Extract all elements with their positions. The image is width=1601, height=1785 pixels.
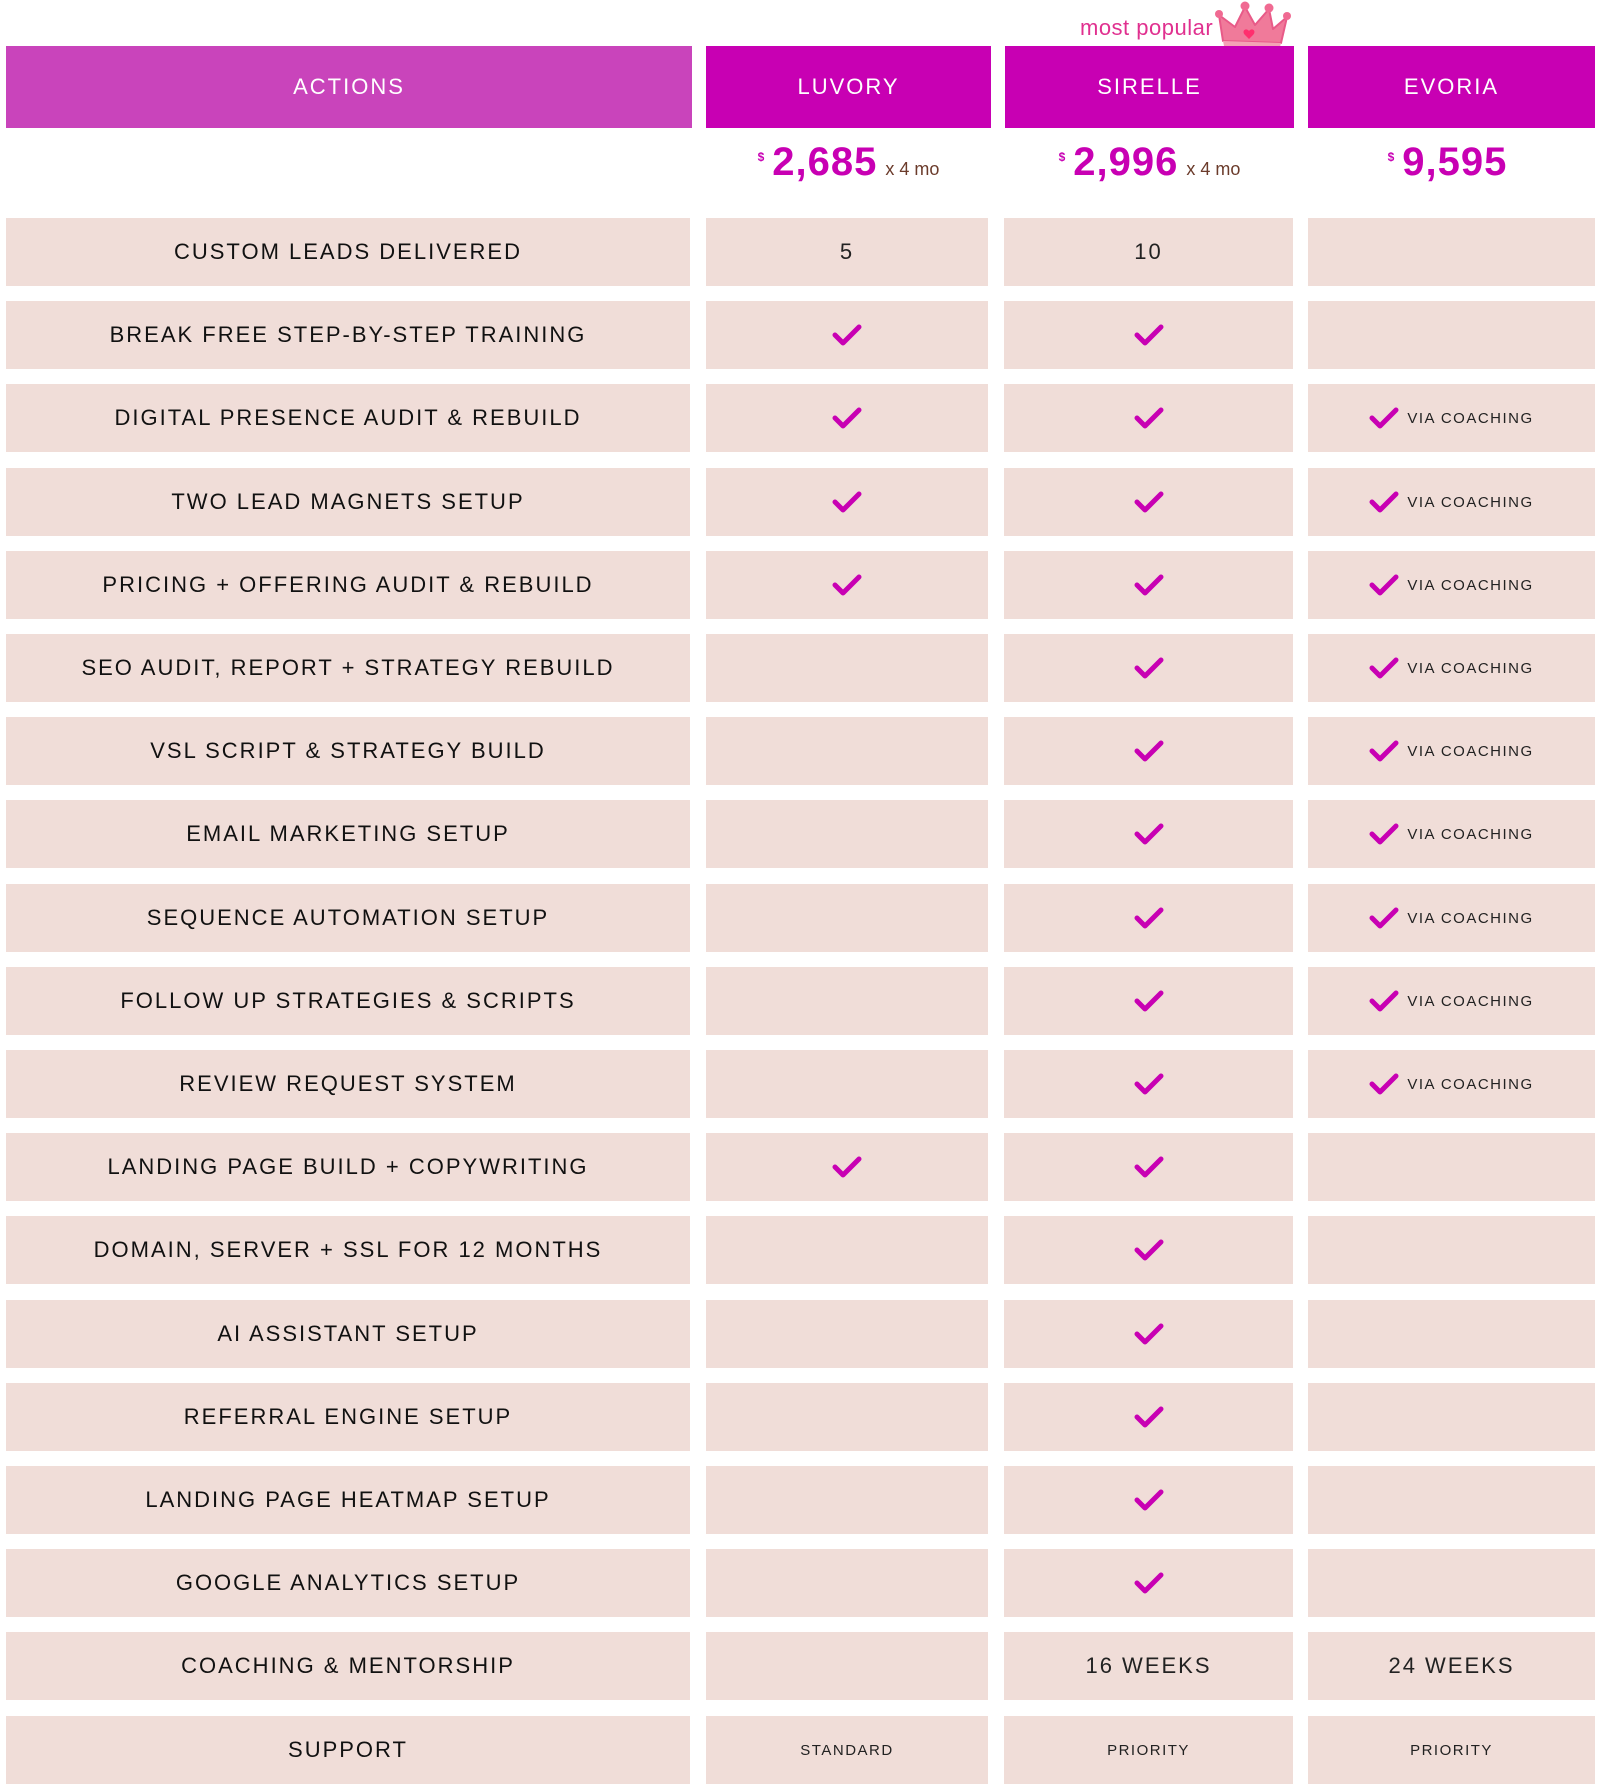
via-coaching-label: VIA COACHING	[1407, 992, 1534, 1010]
feature-label: DIGITAL PRESENCE AUDIT & REBUILD	[6, 384, 690, 452]
price-term: x 4 mo	[1186, 159, 1241, 179]
plan-cell-evoria	[1308, 1050, 1595, 1118]
plan-cell-sirelle	[1004, 1133, 1293, 1201]
most-popular-badge	[1080, 8, 1300, 48]
price-amount: 2,685	[772, 140, 878, 184]
feature-label: REFERRAL ENGINE SETUP	[6, 1383, 690, 1451]
check-icon	[1369, 989, 1399, 1013]
feature-label: BREAK FREE STEP-BY-STEP TRAINING	[6, 301, 690, 369]
via-coaching	[1369, 906, 1533, 930]
plan-cell-luvory	[706, 884, 988, 952]
crown-icon	[1215, 1, 1291, 49]
plan-cell-evoria	[1308, 301, 1595, 369]
check-icon	[1369, 490, 1399, 514]
price-luvory	[706, 140, 991, 210]
plan-cell-sirelle	[1004, 468, 1293, 536]
check-icon	[832, 1155, 862, 1179]
check-icon	[1134, 656, 1164, 680]
plan-cell-luvory	[706, 1549, 988, 1617]
check-icon	[1134, 739, 1164, 763]
plan-cell-evoria	[1308, 1216, 1595, 1284]
check-icon	[1134, 1238, 1164, 1262]
via-coaching-label: VIA COACHING	[1407, 909, 1534, 927]
plan-cell-evoria	[1308, 1716, 1595, 1784]
plan-cell-luvory	[706, 1716, 988, 1784]
plan-cell-sirelle	[1004, 1050, 1293, 1118]
plan-cell-sirelle	[1004, 1632, 1293, 1700]
check-icon	[1134, 1488, 1164, 1512]
feature-label: SEQUENCE AUTOMATION SETUP	[6, 884, 690, 952]
plan-cell-sirelle	[1004, 1466, 1293, 1534]
plan-cell-luvory	[706, 301, 988, 369]
check-icon	[1134, 1405, 1164, 1429]
feature-label: CUSTOM LEADS DELIVERED	[6, 218, 690, 286]
check-icon	[1369, 739, 1399, 763]
via-coaching-label: VIA COACHING	[1407, 409, 1534, 427]
feature-label: FOLLOW UP STRATEGIES & SCRIPTS	[6, 967, 690, 1035]
cell-value: 16 WEEKS	[1085, 1653, 1212, 1678]
support-level: PRIORITY	[1107, 1741, 1190, 1759]
feature-label: SEO AUDIT, REPORT + STRATEGY REBUILD	[6, 634, 690, 702]
plan-cell-sirelle	[1004, 1716, 1293, 1784]
plan-cell-sirelle	[1004, 384, 1293, 452]
feature-label: DOMAIN, SERVER + SSL FOR 12 MONTHS	[6, 1216, 690, 1284]
plan-cell-sirelle	[1004, 967, 1293, 1035]
currency-symbol: $	[1387, 150, 1395, 164]
plan-cell-luvory	[706, 1300, 988, 1368]
price-evoria	[1308, 140, 1595, 210]
check-icon	[1134, 573, 1164, 597]
check-icon	[1134, 1155, 1164, 1179]
via-coaching-label: VIA COACHING	[1407, 659, 1534, 677]
header-plan-luvory: LUVORY	[706, 46, 991, 128]
check-icon	[1134, 406, 1164, 430]
feature-label: EMAIL MARKETING SETUP	[6, 800, 690, 868]
price-term: x 4 mo	[885, 159, 940, 179]
support-level: PRIORITY	[1410, 1741, 1493, 1759]
currency-symbol: $	[1058, 150, 1066, 164]
support-level: STANDARD	[800, 1741, 894, 1759]
via-coaching-label: VIA COACHING	[1407, 1075, 1534, 1093]
header-plan-sirelle: SIRELLE	[1005, 46, 1294, 128]
plan-cell-sirelle	[1004, 1300, 1293, 1368]
via-coaching-label: VIA COACHING	[1407, 493, 1534, 511]
check-icon	[1134, 906, 1164, 930]
plan-cell-luvory	[706, 1383, 988, 1451]
check-icon	[1369, 822, 1399, 846]
plan-cell-evoria	[1308, 1383, 1595, 1451]
plan-cell-evoria	[1308, 884, 1595, 952]
cell-value: 5	[839, 239, 855, 264]
check-icon	[832, 573, 862, 597]
via-coaching	[1369, 573, 1533, 597]
via-coaching	[1369, 406, 1533, 430]
plan-cell-luvory	[706, 967, 988, 1035]
via-coaching	[1369, 490, 1533, 514]
plan-cell-sirelle	[1004, 884, 1293, 952]
feature-label: PRICING + OFFERING AUDIT & REBUILD	[6, 551, 690, 619]
plan-cell-luvory	[706, 800, 988, 868]
plan-cell-evoria	[1308, 1133, 1595, 1201]
currency-symbol: $	[757, 150, 765, 164]
header-plan-evoria: EVORIA	[1308, 46, 1595, 128]
plan-cell-evoria	[1308, 1549, 1595, 1617]
plan-cell-sirelle	[1004, 301, 1293, 369]
price-amount: 9,595	[1402, 140, 1508, 184]
plan-cell-luvory	[706, 218, 988, 286]
plan-cell-sirelle	[1004, 1549, 1293, 1617]
check-icon	[1134, 1322, 1164, 1346]
feature-label: LANDING PAGE BUILD + COPYWRITING	[6, 1133, 690, 1201]
check-icon	[1369, 406, 1399, 430]
plan-cell-luvory	[706, 468, 988, 536]
via-coaching	[1369, 739, 1533, 763]
via-coaching	[1369, 1072, 1533, 1096]
feature-label: SUPPORT	[6, 1716, 690, 1784]
header-actions: ACTIONS	[6, 46, 692, 128]
check-icon	[1134, 323, 1164, 347]
plan-cell-evoria	[1308, 967, 1595, 1035]
plan-cell-luvory	[706, 384, 988, 452]
check-icon	[1134, 822, 1164, 846]
plan-cell-sirelle	[1004, 634, 1293, 702]
plan-cell-evoria	[1308, 1466, 1595, 1534]
check-icon	[832, 406, 862, 430]
cell-value: 24 WEEKS	[1388, 1653, 1515, 1678]
check-icon	[832, 323, 862, 347]
plan-cell-sirelle	[1004, 717, 1293, 785]
via-coaching	[1369, 989, 1533, 1013]
plan-cell-luvory	[706, 1050, 988, 1118]
check-icon	[1134, 989, 1164, 1013]
feature-label: COACHING & MENTORSHIP	[6, 1632, 690, 1700]
plan-cell-sirelle	[1004, 218, 1293, 286]
via-coaching-label: VIA COACHING	[1407, 825, 1534, 843]
plan-cell-luvory	[706, 634, 988, 702]
feature-label: REVIEW REQUEST SYSTEM	[6, 1050, 690, 1118]
plan-cell-luvory	[706, 1216, 988, 1284]
price-sirelle	[1005, 140, 1294, 210]
check-icon	[1134, 1072, 1164, 1096]
plan-cell-luvory	[706, 1466, 988, 1534]
feature-label: GOOGLE ANALYTICS SETUP	[6, 1549, 690, 1617]
plan-cell-evoria	[1308, 1300, 1595, 1368]
cell-value: 10	[1134, 239, 1163, 264]
plan-cell-sirelle	[1004, 1216, 1293, 1284]
check-icon	[1369, 656, 1399, 680]
plan-cell-sirelle	[1004, 800, 1293, 868]
feature-label: VSL SCRIPT & STRATEGY BUILD	[6, 717, 690, 785]
plan-cell-evoria	[1308, 551, 1595, 619]
plan-cell-sirelle	[1004, 1383, 1293, 1451]
plan-cell-evoria	[1308, 1632, 1595, 1700]
plan-cell-evoria	[1308, 717, 1595, 785]
via-coaching-label: VIA COACHING	[1407, 576, 1534, 594]
via-coaching	[1369, 656, 1533, 680]
plan-cell-evoria	[1308, 384, 1595, 452]
check-icon	[1369, 906, 1399, 930]
feature-label: LANDING PAGE HEATMAP SETUP	[6, 1466, 690, 1534]
plan-cell-luvory	[706, 1632, 988, 1700]
plan-cell-sirelle	[1004, 551, 1293, 619]
check-icon	[832, 490, 862, 514]
plan-cell-evoria	[1308, 218, 1595, 286]
plan-cell-evoria	[1308, 634, 1595, 702]
plan-cell-luvory	[706, 717, 988, 785]
plan-cell-luvory	[706, 551, 988, 619]
via-coaching-label: VIA COACHING	[1407, 742, 1534, 760]
plan-cell-luvory	[706, 1133, 988, 1201]
most-popular-label: most popular	[1080, 15, 1214, 40]
plan-cell-evoria	[1308, 468, 1595, 536]
check-icon	[1134, 490, 1164, 514]
plan-cell-evoria	[1308, 800, 1595, 868]
check-icon	[1369, 573, 1399, 597]
price-amount: 2,996	[1073, 140, 1179, 184]
feature-label: TWO LEAD MAGNETS SETUP	[6, 468, 690, 536]
check-icon	[1369, 1072, 1399, 1096]
check-icon	[1134, 1571, 1164, 1595]
via-coaching	[1369, 822, 1533, 846]
feature-label: AI ASSISTANT SETUP	[6, 1300, 690, 1368]
